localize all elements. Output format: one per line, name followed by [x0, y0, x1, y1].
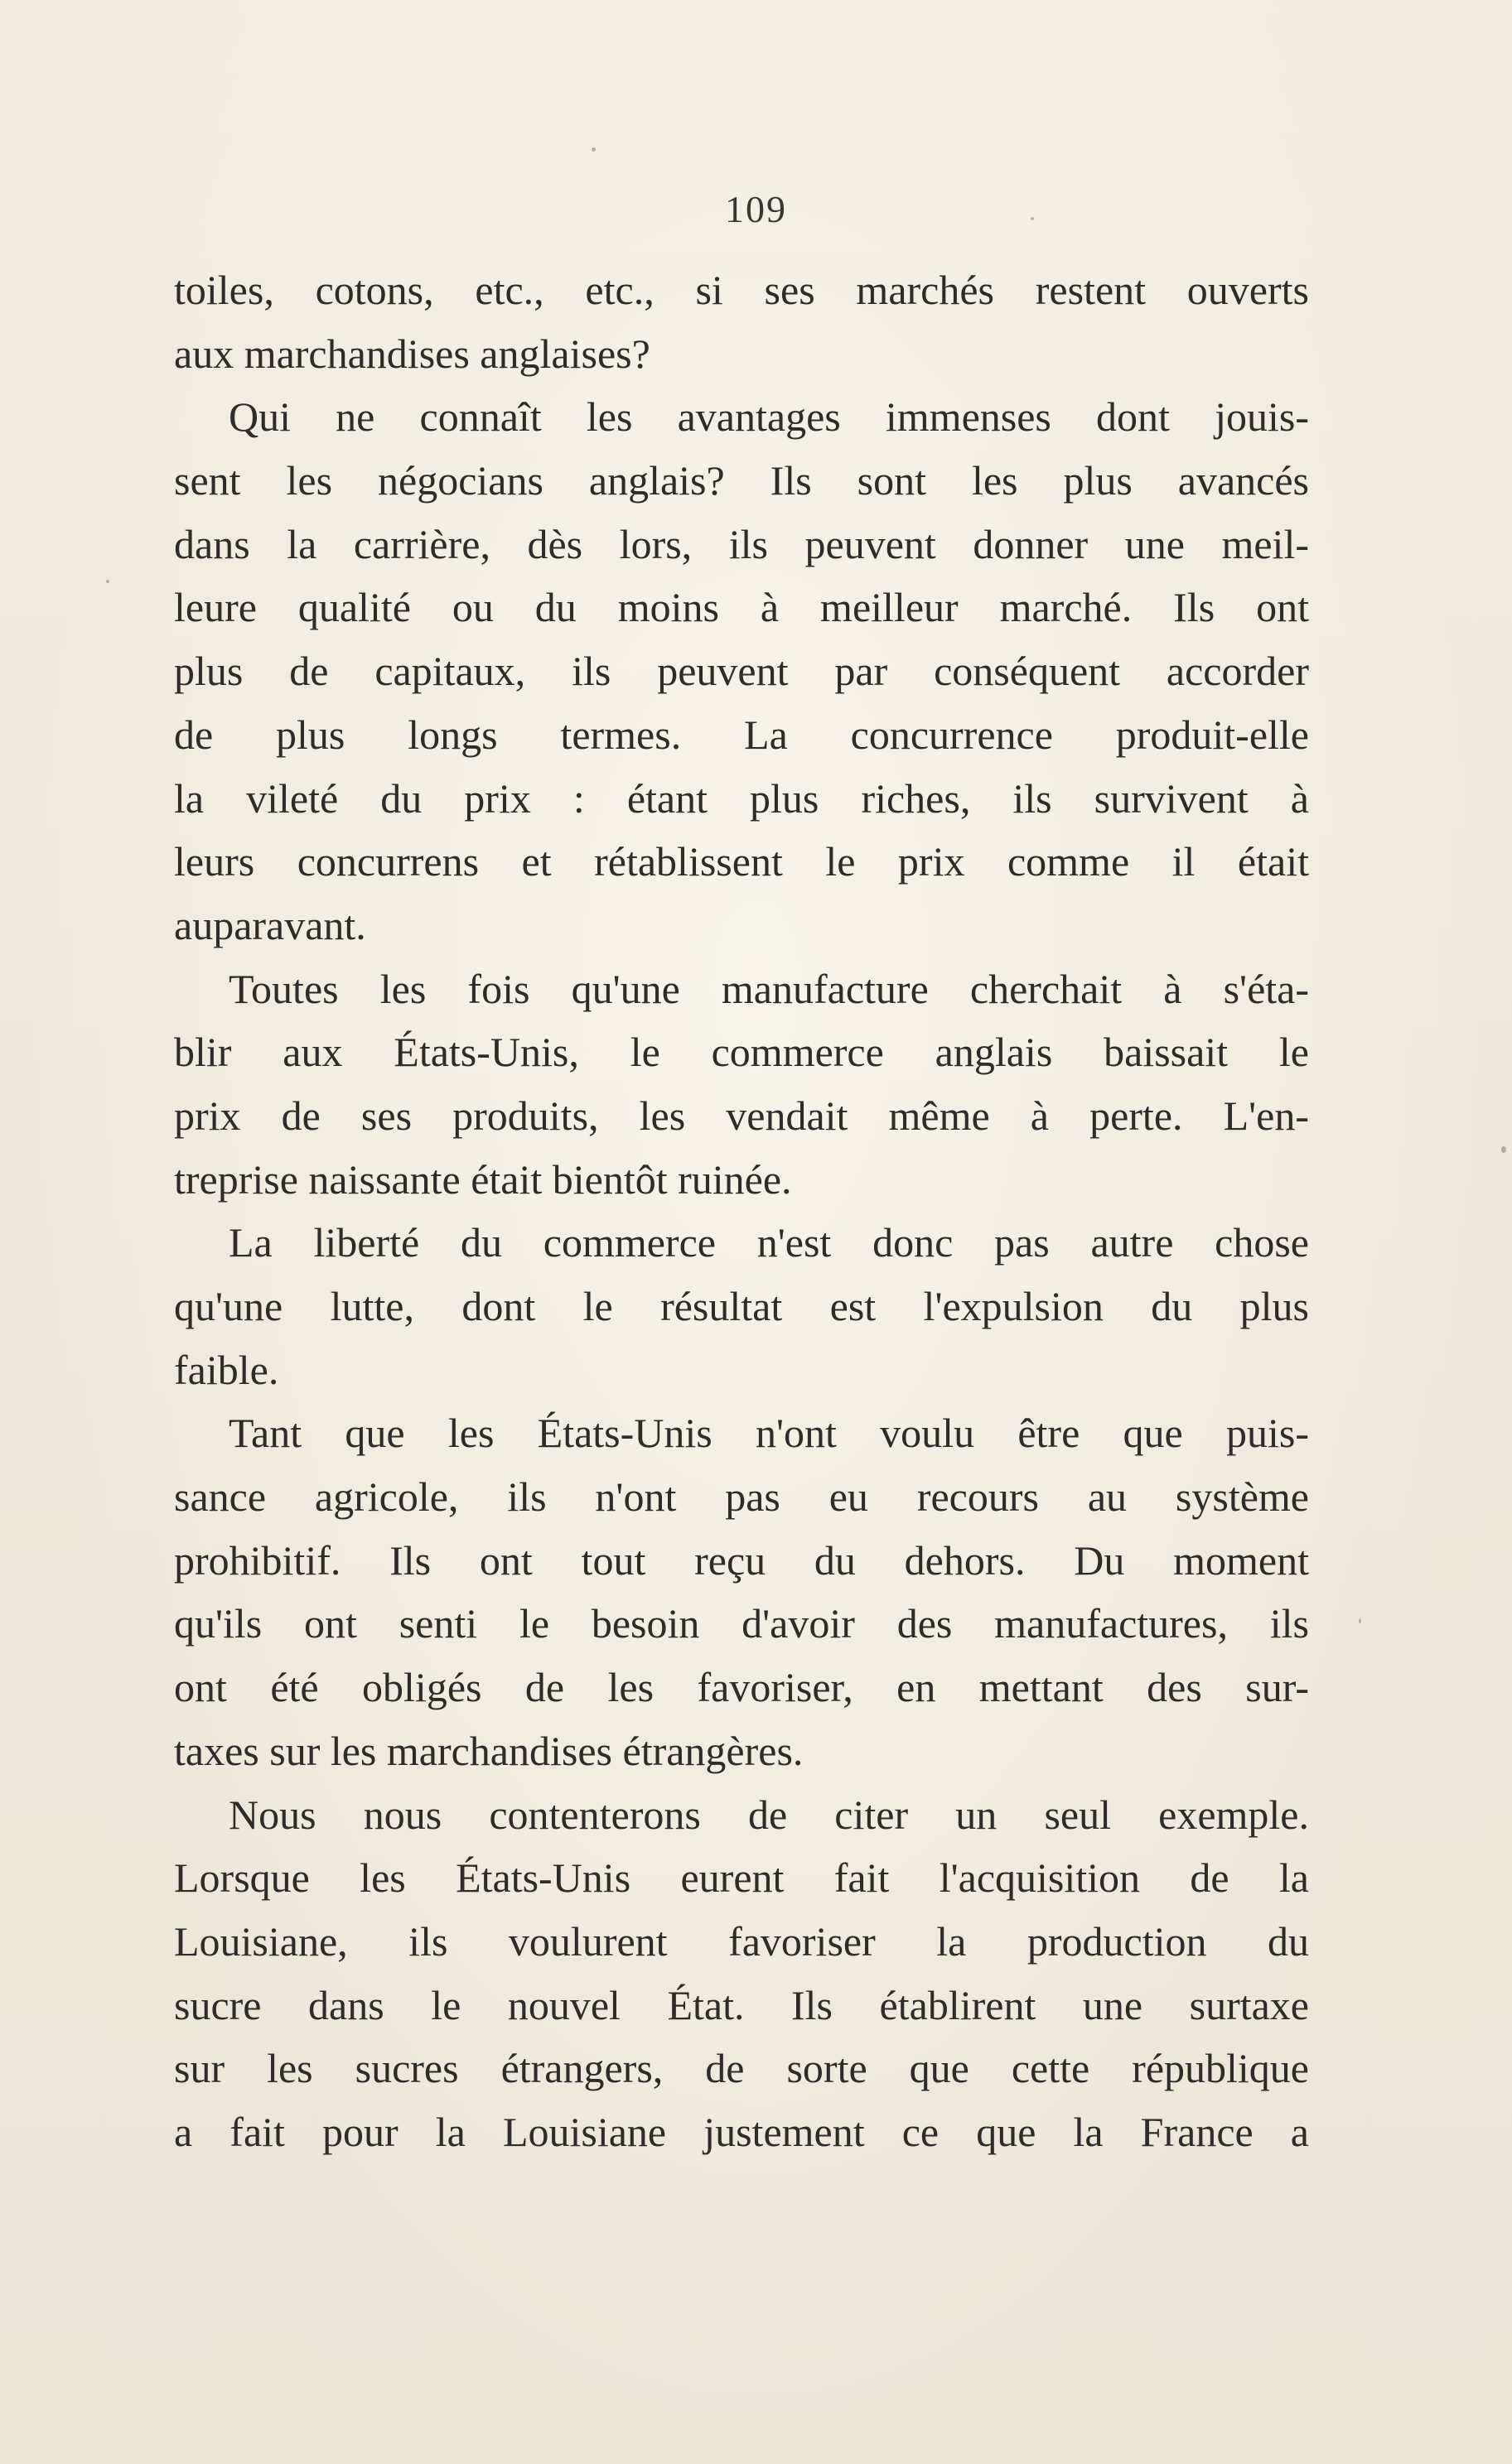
body-text [174, 258, 1309, 2164]
text-line: taxes sur les marchandises étrangères. [174, 1727, 804, 1774]
text-line: prohibitif. Ils ont tout reçu du dehors. Du moment [174, 1536, 1309, 1584]
text-line: Toutes les fois qu'une manufacture cherchait à s'éta- [229, 965, 1309, 1012]
text-line: qu'une lutte, dont le résultat est l'expulsion du plus [174, 1283, 1309, 1329]
text-line: faible. [174, 1346, 279, 1393]
text-line: de plus longs termes. La concurrence produit-elle [174, 711, 1309, 758]
text-line: sucre dans le nouvel État. Ils établirent une surtaxe [174, 1981, 1309, 2028]
text-line: treprise naissante était bientôt ruinée. [174, 1155, 792, 1203]
text-line: plus de capitaux, ils peuvent par conséquent accorder [174, 648, 1309, 695]
paper-speck [1501, 1146, 1506, 1153]
text-line: prix de ses produits, les vendait même à perte. L'en- [174, 1092, 1309, 1139]
text-line: sur les sucres étrangers, de sorte que cette république [174, 2045, 1309, 2092]
text-line: leurs concurrens et rétablissent le prix comme il était [174, 838, 1309, 885]
text-line: la vileté du prix : étant plus riches, ils survivent à [174, 774, 1309, 822]
text-line: blir aux États-Unis, le commerce anglais baissait le [174, 1029, 1309, 1076]
text-line: Nous nous contenterons de citer un seul exemple. [229, 1791, 1309, 1838]
text-line: qu'ils ont senti le besoin d'avoir des manufactures, ils [174, 1600, 1309, 1647]
text-line: Qui ne connaît les avantages immenses dont jouis- [229, 393, 1309, 441]
text-line: leure qualité ou du moins à meilleur marché. Ils ont [174, 584, 1309, 631]
text-line: Louisiane, ils voulurent favoriser la production du [174, 1917, 1309, 1965]
text-line: Lorsque les États-Unis eurent fait l'acquisition de la [174, 1854, 1309, 1902]
text-line: ont été obligés de les favoriser, en mettant des sur- [174, 1664, 1309, 1711]
paper-speck [106, 580, 109, 583]
text-line: sent les négocians anglais? Ils sont les plus avancés [174, 457, 1309, 504]
text-line: dans la carrière, dès lors, ils peuvent donner une meil- [174, 520, 1309, 567]
paper-speck [592, 147, 596, 152]
text-line: auparavant. [174, 901, 366, 948]
paper-speck [1359, 1618, 1361, 1623]
text-line: a fait pour la Louisiane justement ce que la France a [174, 2108, 1309, 2155]
text-line: Tant que les États-Unis n'ont voulu être que puis- [229, 1410, 1309, 1457]
text-line: toiles, cotons, etc., etc., si ses marchés restent ouverts [174, 267, 1309, 313]
text-line: aux marchandises anglaises? [174, 330, 650, 377]
page-number: 109 [725, 188, 787, 230]
text-line: La liberté du commerce n'est donc pas autre chose [229, 1219, 1309, 1266]
text-line: sance agricole, ils n'ont pas eu recours au système [174, 1473, 1309, 1521]
